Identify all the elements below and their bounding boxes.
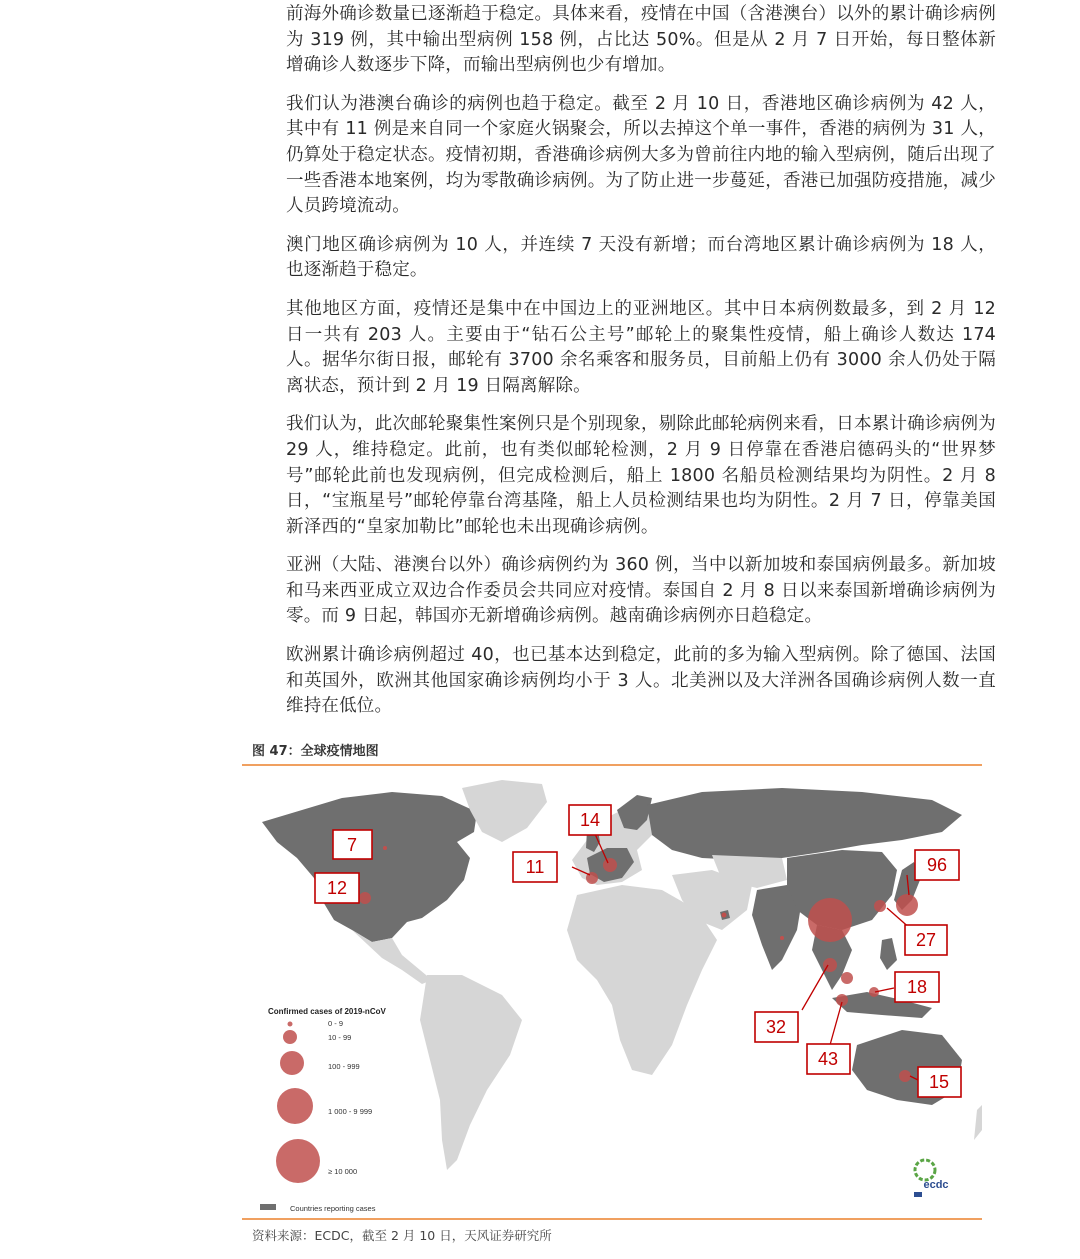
bubble-japan bbox=[896, 894, 918, 916]
legend-bubble-5 bbox=[276, 1139, 320, 1183]
article-body bbox=[286, 2, 996, 733]
map-legend bbox=[260, 1007, 386, 1213]
bubble-usa bbox=[359, 892, 371, 904]
bubble-germany bbox=[603, 858, 617, 872]
callout-philippines: 18 bbox=[906, 977, 928, 997]
legend-bubble-1 bbox=[288, 1022, 293, 1027]
callout-canada: 7 bbox=[346, 835, 358, 855]
figure-title: 图 47：全球疫情地图 bbox=[252, 744, 379, 759]
philippines-land bbox=[880, 938, 897, 970]
ecdc-logo-text: ecdc bbox=[923, 1179, 949, 1191]
callout-australia: 15 bbox=[928, 1072, 950, 1092]
legend-label-2: 10 - 99 bbox=[328, 1033, 352, 1042]
callout-korea: 27 bbox=[915, 930, 937, 950]
legend-bubble-3 bbox=[280, 1051, 304, 1075]
greenland-land bbox=[462, 780, 547, 842]
north-america-land bbox=[262, 792, 477, 942]
new-zealand-land bbox=[974, 1105, 982, 1140]
legend-title: Confirmed cases of 2019-nCoV bbox=[268, 1007, 386, 1016]
figure-bottom-rule bbox=[242, 1218, 982, 1220]
paragraph-japan: 其他地区方面，疫情还是集中在中国边上的亚洲地区。其中日本病例数最多，到 2 月 12 日一共有 203 人。主要由于“钻石公主号”邮轮上的聚集性疫情，船上确诊人数达 174 人。据华尔街日报，邮轮有 3700 余名乘客和服务员，目前船上仍有 3000 余人仍处于隔离状态，预计到 2 月 19 日隔离解除。 bbox=[286, 298, 996, 396]
bubble-canada bbox=[383, 846, 387, 850]
legend-label-4: 1 000 - 9 999 bbox=[328, 1107, 373, 1116]
south-america-land bbox=[420, 975, 522, 1170]
bubble-india bbox=[780, 936, 784, 940]
figure-top-rule bbox=[242, 764, 982, 766]
legend-label-5: ≥ 10 000 bbox=[328, 1167, 358, 1176]
legend-reporting-label: Countries reporting cases bbox=[290, 1204, 376, 1213]
bubble-china bbox=[808, 898, 852, 942]
callout-thailand: 32 bbox=[765, 1017, 787, 1037]
bubble-australia bbox=[899, 1070, 911, 1082]
figure-source: 资料来源：ECDC，截至 2 月 10 日，天风证券研究所 bbox=[252, 1228, 552, 1243]
paragraph-asia: 亚洲（大陆、港澳台以外）确诊病例约为 360 例，当中以新加坡和泰国病例最多。新加坡和马来西亚成立双边合作委员会共同应对疫情。泰国自 2 月 8 日以来泰国新增确诊病例为零。而 9 日起，韩国亦无新增确诊病例。越南确诊病例亦日趋稳定。 bbox=[286, 555, 996, 627]
callout-singapore: 43 bbox=[817, 1049, 839, 1069]
ecdc-logo bbox=[914, 1160, 949, 1197]
bubble-vietnam bbox=[841, 972, 853, 984]
central-america-land bbox=[352, 930, 432, 984]
callout-germany: 14 bbox=[579, 810, 601, 830]
world-map-svg bbox=[242, 770, 982, 1215]
bubble-korea bbox=[874, 900, 886, 912]
legend-reporting-swatch bbox=[260, 1204, 276, 1210]
callout-usa: 12 bbox=[326, 878, 348, 898]
legend-label-3: 100 - 999 bbox=[328, 1062, 360, 1071]
paragraph-cruise: 我们认为，此次邮轮聚集性案例只是个别现象，剔除此邮轮病例来看，日本累计确诊病例为 29 人，维持稳定。此前，也有类似邮轮检测，2 月 9 日停靠在香港启德码头的“世界梦号”邮轮此前也发现病例，但完成检测后，船上 1800 名船员检测结果均为阴性。2 月 8 日，“宝瓶星号”邮轮停靠台湾基隆，船上人员检测结果也均为阴性。2 月 7 日，停靠美国新泽西的“皇家加勒比”邮轮也未出现确诊病例。 bbox=[286, 414, 996, 537]
legend-bubble-4 bbox=[277, 1088, 313, 1124]
paragraph-overseas-stable: 前海外确诊数量已逐渐趋于稳定。具体来看，疫情在中国（含港澳台）以外的累计确诊病例为 319 例，其中输出型病例 158 例，占比达 50%。但是从 2 月 7 日开始，每日整体新增确诊人数逐步下降，而输出型病例也少有增加。 bbox=[286, 4, 996, 76]
paragraph-macau-taiwan: 澳门地区确诊病例为 10 人，并连续 7 天没有新增；而台湾地区累计确诊病例为 18 人，也逐渐趋于稳定。 bbox=[286, 234, 996, 281]
callout-france: 11 bbox=[525, 857, 545, 877]
world-map bbox=[242, 770, 982, 1215]
paragraph-europe: 欧洲累计确诊病例超过 40，也已基本达到稳定，此前的多为输入型病例。除了德国、法国和英国外，欧洲其他国家确诊病例均小于 3 人。北美洲以及大洋洲各国确诊病例人数一直维持在低位。 bbox=[286, 645, 996, 717]
callout-japan: 96 bbox=[926, 855, 948, 875]
legend-bubble-2 bbox=[283, 1030, 297, 1044]
legend-label-1: 0 - 9 bbox=[328, 1019, 344, 1028]
paragraph-hongkong: 我们认为港澳台确诊的病例也趋于稳定。截至 2 月 10 日，香港地区确诊病例为 42 人，其中有 11 例是来自同一个家庭火锅聚会，所以去掉这个单一事件，香港的病例为 31 人，仍算处于稳定状态。疫情初期，香港确诊病例大多为曾前往内地的输入型病例，随后出现了一些香港本地案例，均为零散确诊病例。为了防止进一步蔓延，香港已加强防疫措施，减少人员跨境流动。 bbox=[286, 93, 996, 217]
bubble-uae bbox=[722, 913, 727, 918]
